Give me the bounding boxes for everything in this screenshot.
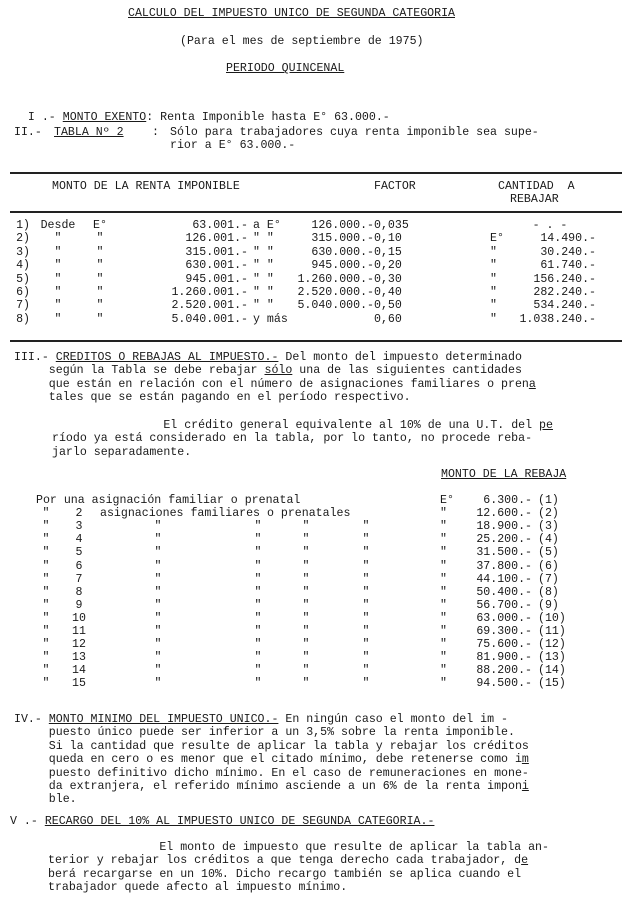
tax-cell-n: 8) xyxy=(16,312,30,326)
ditto-mark: " xyxy=(154,611,162,625)
tax-cell-cur2: " xyxy=(490,299,497,313)
ditto-mark: " xyxy=(302,677,310,691)
header-cantidad: CANTIDAD A xyxy=(498,180,575,193)
tax-cell-n: 6) xyxy=(16,286,30,299)
rebaja-label: Por una asignación familiar o prenatal xyxy=(36,494,301,507)
section-4-paragraph xyxy=(14,713,529,807)
tax-cell-a: " " xyxy=(253,299,274,313)
rebaja-amount: 6.300.- xyxy=(483,494,532,507)
ditto-mark: " xyxy=(254,625,262,638)
tax-cell-a: " " xyxy=(253,232,274,246)
ditto-mark: " xyxy=(154,677,162,691)
ditto-mark: " xyxy=(42,507,50,521)
tax-cell-factor: 0,60 xyxy=(374,312,402,326)
tax-cell-factor: 0,30 xyxy=(374,272,402,286)
ditto-mark: " xyxy=(42,598,50,612)
tax-cell-from: 1.260.001.- xyxy=(171,286,248,299)
rebaja-count: 14 xyxy=(72,664,86,678)
rebaja-amount: 50.400.- xyxy=(476,585,532,599)
ditto-mark: " xyxy=(362,520,370,534)
rebaja-row xyxy=(0,560,630,573)
rebaja-row xyxy=(0,625,630,638)
ditto-mark: " xyxy=(302,625,310,638)
section-3-line-2-underlined: sólo xyxy=(264,364,293,378)
tax-table-row xyxy=(0,313,630,326)
ditto-mark: " xyxy=(302,651,310,665)
rebaja-amount: 37.800.- xyxy=(476,559,532,573)
section-5-title xyxy=(10,815,434,828)
tax-table-row xyxy=(0,259,630,272)
document-title: CALCULO DEL IMPUESTO UNICO DE SEGUNDA CATEGORIA xyxy=(128,7,455,20)
ditto-mark: " xyxy=(154,520,162,534)
rebaja-amount: 94.500.- xyxy=(476,677,532,691)
tax-cell-cur: " xyxy=(96,232,104,246)
ditto-mark: " xyxy=(254,611,262,625)
ditto-mark: " xyxy=(302,546,310,560)
rebaja-currency: " xyxy=(440,520,447,534)
tax-cell-cur: " xyxy=(96,299,104,313)
section-2-line-1: Sólo para trabajadores cuya renta imponible sea supe- xyxy=(170,126,539,139)
tax-cell-from: 630.001.- xyxy=(185,259,248,273)
rebaja-count: 11 xyxy=(72,625,86,638)
tax-cell-factor: 0,50 xyxy=(374,299,402,313)
rebaja-ref: (12) xyxy=(538,638,566,652)
ditto-mark: " xyxy=(302,520,310,534)
tax-cell-factor: 0,15 xyxy=(374,245,402,259)
ditto-mark: " xyxy=(362,572,370,586)
rebaja-row xyxy=(0,546,630,559)
tax-cell-from: 945.001.- xyxy=(185,272,248,286)
p2-line-2: ríodo ya está considerado en la tabla, por lo tanto, no procede reba- xyxy=(52,432,533,446)
rebaja-count: 6 xyxy=(75,559,83,573)
section-5-line-3: berá recargarse en un 10%. Dicho recargo también se aplica cuando el xyxy=(48,867,522,881)
ditto-mark: " xyxy=(154,546,162,560)
rebaja-count: 4 xyxy=(75,533,83,547)
ditto-mark: " xyxy=(154,664,162,678)
ditto-mark: " xyxy=(42,625,50,638)
tax-table-row xyxy=(0,299,630,312)
tax-cell-cur: E° xyxy=(93,219,107,232)
ditto-mark: " xyxy=(254,520,262,534)
rebaja-amount: 81.900.- xyxy=(476,651,532,665)
ditto-mark: " xyxy=(254,598,262,612)
table-bottom-rule xyxy=(10,340,622,342)
tax-cell-to: 315.000.- xyxy=(311,232,374,246)
ditto-mark: " xyxy=(254,546,262,560)
ditto-mark: " xyxy=(254,651,262,665)
tax-cell-factor: 0,20 xyxy=(374,259,402,273)
section-5-line-1: El monto de impuesto que resulte de aplicar la tabla an- xyxy=(159,841,549,854)
rebaja-ref: (6) xyxy=(538,559,559,573)
p2-line-1-underlined: pe xyxy=(539,419,553,432)
rebaja-ref: (10) xyxy=(538,611,566,625)
ditto-mark: " xyxy=(362,638,370,652)
ditto-mark: " xyxy=(362,625,370,638)
rebaja-amount: 75.600.- xyxy=(476,638,532,652)
section-4-line-5: puesto definitivo dicho mínimo. En el caso de remuneraciones en mone- xyxy=(48,766,529,780)
p2-line-3: jarlo separadamente. xyxy=(52,445,192,459)
section-5-line-2a: terior y rebajar los créditos a que tenga derecho cada trabajador, d xyxy=(48,854,522,868)
tax-cell-desde: " xyxy=(54,232,62,246)
section-5-line-4: trabajador quede afecto al impuesto mínimo. xyxy=(48,881,348,895)
section-4-line-6a: da extranjera, el referido mínimo asciende a un 6% de la renta impon xyxy=(48,780,522,794)
tax-cell-cur2: " xyxy=(490,286,497,299)
tax-cell-desde: " xyxy=(54,272,62,286)
rebaja-label: asignaciones familiares o prenatales xyxy=(100,507,351,521)
rebaja-row xyxy=(0,520,630,533)
tax-cell-rebajar: 282.240.- xyxy=(533,286,596,299)
rebaja-ref: (11) xyxy=(538,625,566,638)
tax-cell-rebajar: 156.240.- xyxy=(533,272,596,286)
tax-table-row xyxy=(0,246,630,259)
ditto-mark: " xyxy=(154,572,162,586)
rebaja-currency: " xyxy=(440,507,447,521)
rebaja-count: 10 xyxy=(72,611,86,625)
tax-cell-rebajar: - . - xyxy=(532,219,568,232)
rebaja-row xyxy=(0,677,630,690)
tax-cell-a: " " xyxy=(253,259,274,273)
table-top-rule xyxy=(10,172,622,174)
section-5-paragraph xyxy=(48,841,549,895)
section-3-line-2a: según la Tabla se debe rebajar xyxy=(48,364,265,378)
rebaja-currency: " xyxy=(440,546,447,560)
ditto-mark: " xyxy=(362,533,370,547)
rebaja-row xyxy=(0,612,630,625)
header-factor: FACTOR xyxy=(374,180,416,193)
section-3-line-4: tales que se están pagando en el período respectivo. xyxy=(48,391,411,405)
ditto-mark: " xyxy=(302,638,310,652)
section-1-number: I .- xyxy=(27,111,56,124)
section-4-line-7: ble. xyxy=(48,793,77,807)
tax-cell-rebajar: 14.490.- xyxy=(540,232,596,246)
rebaja-amount: 56.700.- xyxy=(476,598,532,612)
tax-cell-from: 126.001.- xyxy=(185,232,248,246)
ditto-mark: " xyxy=(302,598,310,612)
rebaja-count: 9 xyxy=(75,598,83,612)
ditto-mark: " xyxy=(362,651,370,665)
ditto-mark: " xyxy=(302,533,310,547)
tax-cell-from: 315.001.- xyxy=(185,245,248,259)
rebaja-currency: " xyxy=(440,651,447,665)
rebaja-ref: (1) xyxy=(538,494,559,507)
tax-cell-to: 1.260.000.- xyxy=(297,272,374,286)
p2-line-1a: El crédito general equivalente al 10% de una U.T. del xyxy=(163,419,540,432)
tax-cell-from: 2.520.001.- xyxy=(171,299,248,313)
section-1 xyxy=(14,98,390,124)
ditto-mark: " xyxy=(254,585,262,599)
rebaja-count: 2 xyxy=(75,507,83,521)
rebaja-count: 15 xyxy=(72,677,86,691)
tax-cell-to: 126.000.- xyxy=(311,219,374,232)
rebaja-ref: (8) xyxy=(538,585,559,599)
ditto-mark: " xyxy=(154,559,162,573)
tax-cell-desde: " xyxy=(54,259,62,273)
rebaja-currency: " xyxy=(440,585,447,599)
section-3-heading: CREDITOS O REBAJAS AL IMPUESTO.- xyxy=(55,351,279,364)
section-4-line-6-underlined: i xyxy=(521,780,529,794)
section-2-heading: TABLA Nº 2 xyxy=(54,126,124,139)
tax-cell-rebajar: 1.038.240.- xyxy=(519,312,596,326)
rebaja-amount: 31.500.- xyxy=(476,546,532,560)
rebaja-count: 12 xyxy=(72,638,86,652)
tax-cell-to: 630.000.- xyxy=(311,245,374,259)
tax-cell-cur2: " xyxy=(490,272,497,286)
section-4-line-2: puesto único puede ser inferior a un 3,5% sobre la renta imponible. xyxy=(48,726,515,740)
section-4-line-4a: queda en cero o es menor que el citado mínimo, debe retenerse como i xyxy=(48,753,522,767)
tax-cell-a: a E° xyxy=(253,219,281,232)
rebaja-currency: " xyxy=(440,664,447,678)
period-heading: PERIODO QUINCENAL xyxy=(226,62,345,75)
tax-cell-cur2 xyxy=(490,219,510,232)
section-3-line-2b: una de las siguientes cantidades xyxy=(292,364,522,378)
section-2-number: II.- xyxy=(14,126,42,139)
rebaja-row xyxy=(0,638,630,651)
tax-cell-desde: " xyxy=(54,312,62,326)
tax-cell-a: " " xyxy=(253,245,274,259)
rebaja-ref: (4) xyxy=(538,533,559,547)
ditto-mark: " xyxy=(154,598,162,612)
rebaja-amount: 18.900.- xyxy=(476,520,532,534)
tax-cell-cur2: " xyxy=(490,312,497,326)
rebaja-currency: " xyxy=(440,625,447,638)
rebaja-ref: (2) xyxy=(538,507,559,521)
section-3-number: III.- xyxy=(14,351,49,364)
rebaja-currency: " xyxy=(440,677,447,691)
rebaja-ref: (5) xyxy=(538,546,559,560)
tax-cell-n: 2) xyxy=(16,232,30,246)
tax-cell-n: 5) xyxy=(16,272,30,286)
tax-cell-rebajar: 30.240.- xyxy=(540,245,596,259)
section-5-heading: RECARGO DEL 10% AL IMPUESTO UNICO DE SEGUNDA CATEGORIA.- xyxy=(44,815,435,828)
ditto-mark: " xyxy=(254,533,262,547)
table-header-rule xyxy=(10,211,622,213)
rebaja-count: 5 xyxy=(75,546,83,560)
tax-table-row xyxy=(0,273,630,286)
tax-table-row xyxy=(0,286,630,299)
ditto-mark: " xyxy=(42,546,50,560)
ditto-mark: " xyxy=(254,559,262,573)
section-3-line-3-underlined: a xyxy=(528,377,536,391)
section-5-line-2-underlined: e xyxy=(521,854,529,868)
tax-cell-cur2: E° xyxy=(490,232,504,246)
tax-table-row xyxy=(0,232,630,245)
rebaja-ref: (15) xyxy=(538,677,566,691)
rebaja-count: 13 xyxy=(72,651,86,665)
ditto-mark: " xyxy=(254,572,262,586)
tax-cell-from: 63.001.- xyxy=(192,219,248,232)
section-5-number: V .- xyxy=(10,815,38,828)
ditto-mark: " xyxy=(302,664,310,678)
section-4-heading: MONTO MINIMO DEL IMPUESTO UNICO.- xyxy=(48,713,279,726)
ditto-mark: " xyxy=(42,611,50,625)
section-3-line-1: Del monto del impuesto determinado xyxy=(278,351,522,364)
rebaja-ref: (13) xyxy=(538,651,566,665)
ditto-mark: " xyxy=(42,651,50,665)
rebaja-row xyxy=(0,599,630,612)
rebaja-amount: 69.300.- xyxy=(476,625,532,638)
ditto-mark: " xyxy=(154,638,162,652)
tax-cell-n: 3) xyxy=(16,245,30,259)
section-4-line-3: Si la cantidad que resulte de aplicar la tabla y rebajar los créditos xyxy=(48,739,529,753)
rebaja-header: MONTO DE LA REBAJA xyxy=(441,468,567,481)
ditto-mark: " xyxy=(254,664,262,678)
ditto-mark: " xyxy=(302,559,310,573)
rebaja-ref: (14) xyxy=(538,664,566,678)
ditto-mark: " xyxy=(42,638,50,652)
rebaja-amount: 12.600.- xyxy=(476,507,532,521)
ditto-mark: " xyxy=(42,559,50,573)
rebaja-amount: 44.100.- xyxy=(476,572,532,586)
rebaja-row xyxy=(0,494,630,507)
rebaja-amount: 88.200.- xyxy=(476,664,532,678)
document-subtitle: (Para el mes de septiembre de 1975) xyxy=(180,35,424,48)
rebaja-row xyxy=(0,507,630,520)
tax-table-row xyxy=(0,219,630,232)
tax-cell-to: 5.040.000.- xyxy=(297,299,374,313)
rebaja-ref: (7) xyxy=(538,572,559,586)
section-1-heading: MONTO EXENTO xyxy=(62,111,147,124)
section-3-paragraph-2 xyxy=(52,419,553,459)
rebaja-row xyxy=(0,533,630,546)
tax-cell-cur2: " xyxy=(490,245,497,259)
rebaja-ref: (3) xyxy=(538,520,559,534)
tax-cell-from: 5.040.001.- xyxy=(171,312,248,326)
rebaja-row xyxy=(0,586,630,599)
tax-cell-cur: " xyxy=(96,245,104,259)
ditto-mark: " xyxy=(42,572,50,586)
rebaja-count: 8 xyxy=(75,585,83,599)
tax-cell-desde: " xyxy=(54,245,62,259)
ditto-mark: " xyxy=(254,677,262,691)
ditto-mark: " xyxy=(42,664,50,678)
ditto-mark: " xyxy=(362,585,370,599)
section-2-colon: : xyxy=(152,126,159,139)
ditto-mark: " xyxy=(154,625,162,638)
section-3-line-3a: que están en relación con el número de asignaciones familiares o pren xyxy=(48,377,529,391)
tax-cell-factor: 0,40 xyxy=(374,286,402,299)
ditto-mark: " xyxy=(42,533,50,547)
rebaja-currency: " xyxy=(440,533,447,547)
tax-cell-to xyxy=(264,313,374,326)
ditto-mark: " xyxy=(362,546,370,560)
tax-cell-desde: " xyxy=(54,299,62,313)
rebaja-currency: " xyxy=(440,638,447,652)
section-4-line-1: En ningún caso el monto del im - xyxy=(278,713,508,726)
rebaja-count: 3 xyxy=(75,520,83,534)
section-2-line-2: rior a E° 63.000.- xyxy=(170,139,296,152)
tax-cell-a: " " xyxy=(253,286,274,299)
tax-cell-n: 7) xyxy=(16,299,30,313)
ditto-mark: " xyxy=(362,677,370,691)
tax-cell-desde: Desde xyxy=(40,219,76,232)
ditto-mark: " xyxy=(302,611,310,625)
tax-cell-rebajar: 534.240.- xyxy=(533,299,596,313)
ditto-mark: " xyxy=(362,664,370,678)
section-4-line-4-underlined: m xyxy=(521,753,529,767)
tax-cell-cur: " xyxy=(96,259,104,273)
tax-cell-cur2: " xyxy=(490,259,497,273)
tax-cell-to: 945.000.- xyxy=(311,259,374,273)
ditto-mark: " xyxy=(42,585,50,599)
tax-cell-cur: " xyxy=(96,286,104,299)
ditto-mark: " xyxy=(362,611,370,625)
rebaja-amount: 63.000.- xyxy=(476,611,532,625)
ditto-mark: " xyxy=(302,572,310,586)
ditto-mark: " xyxy=(154,651,162,665)
header-monto: MONTO DE LA RENTA IMPONIBLE xyxy=(52,180,240,193)
tax-cell-rebajar: 61.740.- xyxy=(540,259,596,273)
tax-cell-n: 1) xyxy=(16,219,30,232)
ditto-mark: " xyxy=(302,585,310,599)
tax-cell-cur: " xyxy=(96,272,104,286)
rebaja-ref: (9) xyxy=(538,598,559,612)
tax-cell-factor: 0,035 xyxy=(374,219,409,232)
rebaja-count: 7 xyxy=(75,572,83,586)
section-4-number: IV.- xyxy=(14,713,42,726)
ditto-mark: " xyxy=(42,520,50,534)
rebaja-currency: " xyxy=(440,598,447,612)
ditto-mark: " xyxy=(154,585,162,599)
rebaja-row xyxy=(0,573,630,586)
rebaja-currency: " xyxy=(440,559,447,573)
ditto-mark: " xyxy=(42,677,50,691)
section-1-text: : Renta Imponible hasta E° 63.000.- xyxy=(146,111,390,124)
section-3-paragraph xyxy=(14,351,536,405)
ditto-mark: " xyxy=(254,638,262,652)
ditto-mark: " xyxy=(362,598,370,612)
ditto-mark: " xyxy=(154,533,162,547)
tax-cell-factor: 0,10 xyxy=(374,232,402,246)
tax-cell-cur: " xyxy=(96,312,104,326)
ditto-mark: " xyxy=(362,559,370,573)
tax-cell-a: " " xyxy=(253,272,274,286)
rebaja-row xyxy=(0,651,630,664)
rebaja-currency: " xyxy=(440,572,447,586)
rebaja-currency: " xyxy=(440,611,447,625)
rebaja-row xyxy=(0,664,630,677)
header-rebajar: REBAJAR xyxy=(510,193,559,206)
rebaja-currency: E° xyxy=(440,494,454,507)
tax-cell-a: y más xyxy=(253,312,288,326)
tax-cell-desde: " xyxy=(54,286,62,299)
tax-cell-n: 4) xyxy=(16,259,30,273)
tax-cell-to: 2.520.000.- xyxy=(297,286,374,299)
rebaja-amount: 25.200.- xyxy=(476,533,532,547)
